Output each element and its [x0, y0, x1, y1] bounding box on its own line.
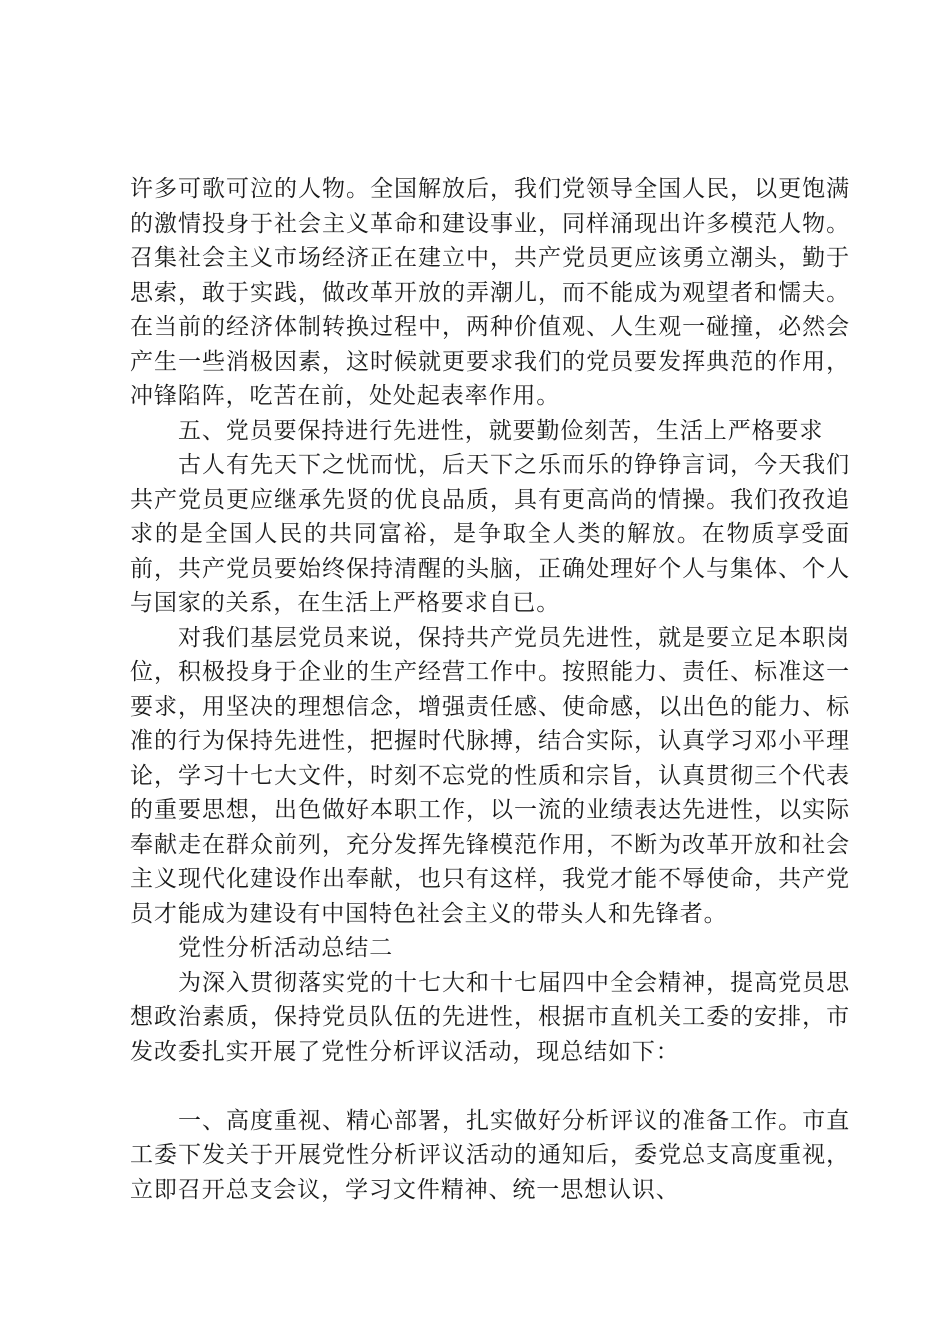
- paragraph-continuation: 许多可歌可泣的人物。全国解放后，我们党领导全国人民，以更饱满的激情投身于社会主义革命和建设事业，同样涌现出许多模范人物。召集社会主义市场经济正在建立中，共产党员更应该勇立潮头，勤于思索，敢于实践，做改革开放的弄潮儿，而不能成为观望者和懦夫。在当前的经济体制转换过程中，两种价值观、人生观一碰撞，必然会产生一些消极因素，这时候就更要求我们的党员要发挥典范的作用，冲锋陷阵，吃苦在前，处处起表率作用。: [130, 176, 850, 409]
- blank-line: [130, 1069, 850, 1104]
- section-heading-one: 一、高度重视、精心部署，扎实做好分析评议的准备工作。市直工委下发关于开展党性分析评议活动的通知后，委党总支高度重视，立即召开总支会议，学习文件精神、统一思想认识、: [130, 1107, 850, 1203]
- paragraph: 为深入贯彻落实党的十七大和十七届四中全会精神，提高党员思想政治素质，保持党员队伍的先进性，根据市直机关工委的安排，市发改委扎实开展了党性分析评议活动，现总结如下：: [130, 969, 850, 1065]
- paragraph: 古人有先天下之忧而忧，后天下之乐而乐的铮铮言词，今天我们共产党员更应继承先贤的优良品质，具有更高尚的情操。我们孜孜追求的是全国人民的共同富裕，是争取全人类的解放。在物质享受面前，共产党员要始终保持清醒的头脑，正确处理好个人与集体、个人与国家的关系，在生活上严格要求自已。: [130, 452, 850, 616]
- section-heading-five: 五、党员要保持进行先进性，就要勤俭刻苦，生活上严格要求: [178, 417, 824, 444]
- document-body: [130, 172, 850, 1207]
- document-subtitle: 党性分析活动总结二: [178, 935, 394, 961]
- paragraph: 对我们基层党员来说，保持共产党员先进性，就是要立足本职岗位，积极投身于企业的生产经营工作中。按照能力、责任、标准这一要求，用坚决的理想信念，增强责任感、使命感，以出色的能力、标准的行为保持先进性，把握时代脉搏，结合实际，认真学习邓小平理论，学习十七大文件，时刻不忘党的性质和宗旨，认真贯彻三个代表的重要思想，出色做好本职工作，以一流的业绩表达先进性，以实际奉献走在群众前列，充分发挥先锋模范作用，不断为改革开放和社会主义现代化建设作出奉献，也只有这样，我党才能不辱使命，共产党员才能成为建设有中国特色社会主义的带头人和先锋者。: [130, 624, 850, 927]
